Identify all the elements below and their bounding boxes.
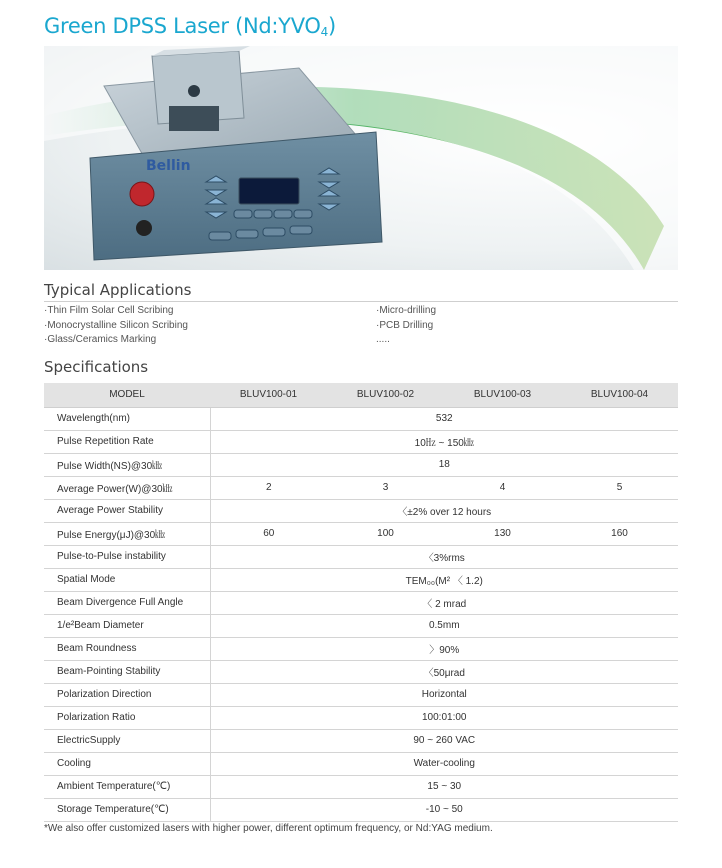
spec-label: Polarization Ratio bbox=[44, 706, 210, 729]
table-header-row bbox=[44, 383, 678, 407]
applications-divider bbox=[44, 301, 678, 302]
spec-value: 〈3%rms bbox=[210, 545, 678, 568]
spec-label: Polarization Direction bbox=[44, 683, 210, 706]
table-row bbox=[44, 591, 678, 614]
list-item: ·Glass/Ceramics Marking bbox=[44, 334, 157, 345]
spec-value: 5 bbox=[561, 476, 678, 499]
table-row bbox=[44, 706, 678, 729]
display-screen bbox=[239, 178, 299, 204]
specifications-table bbox=[44, 383, 678, 822]
spec-value: Water-cooling bbox=[210, 752, 678, 775]
list-item: ·Micro-drilling bbox=[376, 305, 437, 316]
spec-label: Ambient Temperature(℃) bbox=[44, 775, 210, 798]
spec-value: 18 bbox=[210, 453, 678, 476]
table-row bbox=[44, 499, 678, 522]
spec-label: Spatial Mode bbox=[44, 568, 210, 591]
spec-value: 160 bbox=[561, 522, 678, 545]
spec-value: 〈50μrad bbox=[210, 660, 678, 683]
list-item: ·Monocrystalline Silicon Scribing bbox=[44, 319, 188, 331]
applications-heading: Typical Applications bbox=[44, 281, 192, 299]
spec-value: 2 bbox=[210, 476, 327, 499]
specifications-heading: Specifications bbox=[44, 358, 149, 376]
spec-label: Beam Roundness bbox=[44, 637, 210, 660]
table-row bbox=[44, 545, 678, 568]
spec-label: Wavelength(nm) bbox=[44, 407, 210, 430]
spec-value: 0.5mm bbox=[210, 614, 678, 637]
table-row bbox=[44, 568, 678, 591]
product-photo bbox=[44, 46, 678, 270]
page-title: Green DPSS Laser $(Nd:YVO_4)$ bbox=[44, 14, 336, 39]
emergency-stop-button bbox=[130, 182, 154, 206]
spec-label: Beam Divergence Full Angle bbox=[44, 591, 210, 614]
list-item: ..... bbox=[376, 334, 390, 345]
spec-value: 532 bbox=[210, 407, 678, 430]
table-row bbox=[44, 430, 678, 453]
table-row bbox=[44, 407, 678, 430]
svg-text:Bellin: Bellin bbox=[146, 158, 191, 174]
column-header: BLUV100-04 bbox=[561, 383, 678, 407]
spec-value: 100 bbox=[327, 522, 444, 545]
table-row bbox=[44, 453, 678, 476]
table-row bbox=[44, 775, 678, 798]
column-header: BLUV100-03 bbox=[444, 383, 561, 407]
table-row bbox=[44, 660, 678, 683]
spec-value: 〈 2 mrad bbox=[210, 591, 678, 614]
spec-value: 〈±2% over 12 hours bbox=[210, 499, 678, 522]
laser-device-illustration bbox=[44, 46, 678, 270]
spec-value: 3 bbox=[327, 476, 444, 499]
spec-label: Average Power(W)@30㎑ bbox=[44, 476, 210, 499]
spec-value: 10㎐ ~ 150㎑ bbox=[210, 430, 678, 453]
spec-label: Cooling bbox=[44, 752, 210, 775]
key-switch bbox=[136, 220, 152, 236]
spec-label: ElectricSupply bbox=[44, 729, 210, 752]
spec-label: Storage Temperature(℃) bbox=[44, 798, 210, 821]
spec-value: 〉90% bbox=[210, 637, 678, 660]
list-item: ·PCB Drilling bbox=[376, 319, 434, 331]
spec-value: 4 bbox=[444, 476, 561, 499]
list-item: ·Thin Film Solar Cell Scribing bbox=[44, 305, 174, 316]
table-row bbox=[44, 729, 678, 752]
table-row bbox=[44, 614, 678, 637]
beam-aperture bbox=[188, 85, 200, 97]
column-header: BLUV100-02 bbox=[327, 383, 444, 407]
spec-label: Average Power Stability bbox=[44, 499, 210, 522]
spec-value: TEM₀₀(M² 〈 1.2) bbox=[210, 568, 678, 591]
spec-label: 1/e²Beam Diameter bbox=[44, 614, 210, 637]
footnote: *We also offer customized lasers with higher power, different optimum frequency, or Nd:YAG medium. bbox=[44, 823, 493, 834]
table-row bbox=[44, 476, 678, 499]
spec-label: Pulse Repetition Rate bbox=[44, 430, 210, 453]
spec-value: Horizontal bbox=[210, 683, 678, 706]
column-header: BLUV100-01 bbox=[210, 383, 327, 407]
table-row bbox=[44, 798, 678, 821]
table-row bbox=[44, 522, 678, 545]
spec-value: 130 bbox=[444, 522, 561, 545]
spec-value: 60 bbox=[210, 522, 327, 545]
spec-value: 100:01:00 bbox=[210, 706, 678, 729]
spec-label: Pulse Width(NS)@30㎑ bbox=[44, 453, 210, 476]
spec-label: Beam-Pointing Stability bbox=[44, 660, 210, 683]
spec-value: -10 ~ 50 bbox=[210, 798, 678, 821]
column-header: MODEL bbox=[44, 383, 210, 407]
spec-label: Pulse Energy(μJ)@30㎑ bbox=[44, 522, 210, 545]
spec-value: 15 ~ 30 bbox=[210, 775, 678, 798]
spec-label: Pulse-to-Pulse instability bbox=[44, 545, 210, 568]
table-row bbox=[44, 752, 678, 775]
table-row bbox=[44, 683, 678, 706]
table-row bbox=[44, 637, 678, 660]
spec-value: 90 ~ 260 VAC bbox=[210, 729, 678, 752]
